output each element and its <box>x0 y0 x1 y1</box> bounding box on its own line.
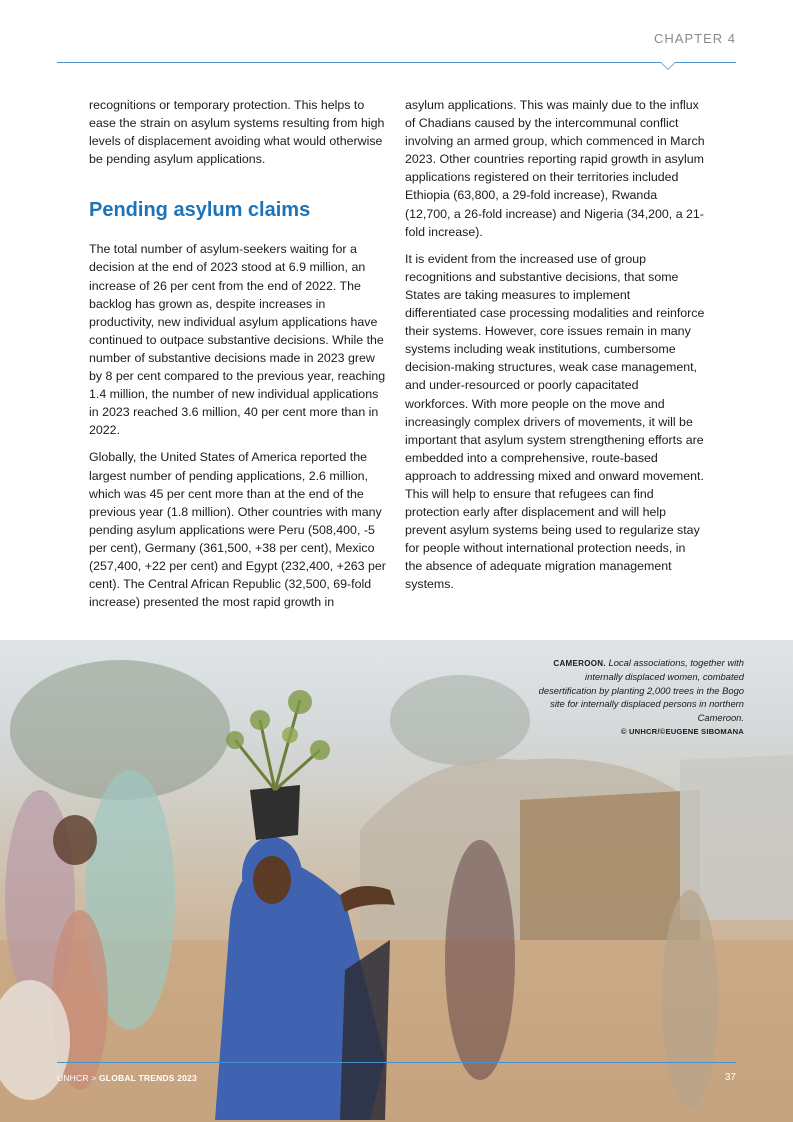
caption-location: CAMEROON. <box>553 659 606 668</box>
paragraph: The total number of asylum-seekers waiting for a decision at the end of 2023 stood at 6.9 million, an increase of 26 per cent from the end of 2022. The backlog has grown as, despite increases in productivity, new individual asylum applications have continued to outpace substantive decisions. While the number of substantive decisions made in 2023 grew by 8 per cent compared to the previous year, reaching 1.4 million, the number of new individual applications in 2023 reached 3.6 million, 40 per cent more than in 2022. <box>89 242 386 438</box>
footer-rule <box>57 1062 736 1063</box>
header-rule <box>57 62 736 63</box>
page-number: 37 <box>724 1072 736 1083</box>
footer-title <box>57 1073 197 1083</box>
caption-text: Local associations, together with internally displaced women, combated desertification by planting 2,000 trees in the Bogo site for internally displaced persons in northern Cameroon. <box>538 657 744 723</box>
footer-publication: GLOBAL TRENDS 2023 <box>99 1073 197 1083</box>
chapter-label: CHAPTER 4 <box>654 31 736 46</box>
footer-separator: > <box>88 1073 99 1083</box>
paragraph: asylum applications. This was mainly due to the influx of Chadians caused by the intercommunal conflict involving an armed group, which commenced in March 2023. Other countries reporting rapid growth in asylum applications registered on their territories included Ethiopia (63,800, a 29-fold increase), Rwanda (12,700, a 26-fold increase) and Nigeria (34,200, a 21-fold increase). <box>405 98 705 239</box>
photo-caption <box>534 656 744 738</box>
right-column <box>405 96 705 603</box>
footer-org: UNHCR <box>57 1073 89 1083</box>
left-column <box>89 96 389 620</box>
paragraph: recognitions or temporary protection. This helps to ease the strain on asylum systems resulting from high levels of displacement avoiding what would otherwise be pending asylum applications. <box>89 98 385 167</box>
paragraph: It is evident from the increased use of group recognitions and substantive decisions, that some States are taking measures to implement differentiated case processing modalities and reinforce their systems. However, core issues remain in many systems including weak institutions, cumbersome decision-making structures, weak case management, and under-resourced or poorly capacitated workforces. With more people on the move and increasingly complex drivers of movements, it will be important that asylum system strengthening efforts are embedded into a comprehensive, route-based approach to addressing mixed and onward movement. This will help to ensure that refugees can find protection early after displacement and will help prevent asylum systems being used to regularize stay for people without international protection needs, in the absence of adequate migration management systems. <box>405 251 705 592</box>
header-rule-notch-inner <box>661 62 675 69</box>
paragraph: Globally, the United States of America reported the largest number of pending applications, 2.6 million, which was 45 per cent more than at the end of the previous year (1.8 million). Other countries with many pending asylum applications were Peru (508,400, -5 per cent), Germany (361,500, +38 per cent), Mexico (257,400, +22 per cent) and Egypt (232,400, +263 per cent). The Central African Republic (32,500, 69-fold increase) presented the most rapid growth in <box>89 450 386 610</box>
caption-credit: © UNHCR/©EUGENE SIBOMANA <box>620 727 744 737</box>
section-heading: Pending asylum claims <box>89 199 311 222</box>
